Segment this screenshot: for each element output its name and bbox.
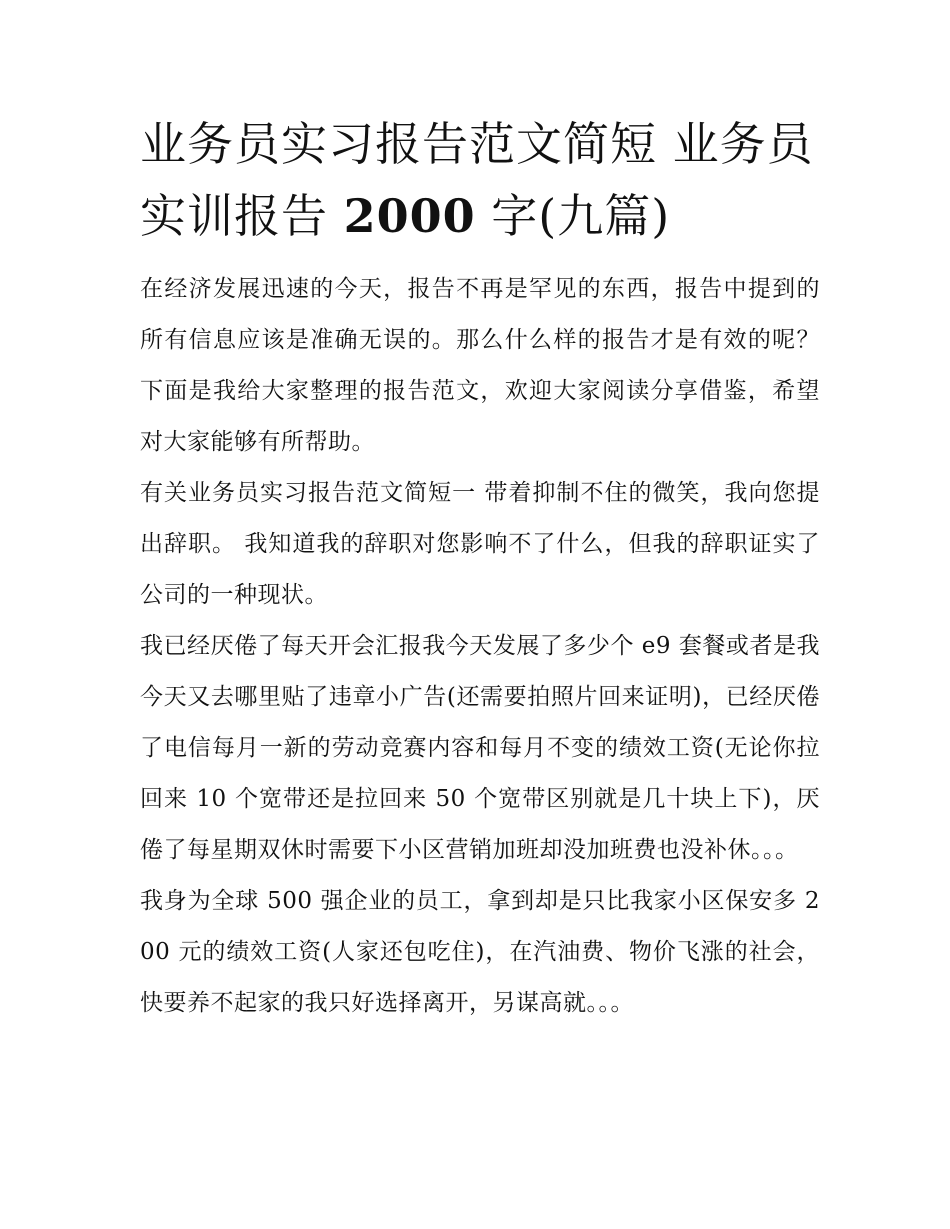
title-text-part2: 字(九篇) — [491, 189, 671, 243]
paragraph-salary: 我身为全球 500 强企业的员工，拿到却是只比我家小区保安多 200 元的绩效工资(人家还包吃住)，在汽油费、物价飞涨的社会，快要养不起家的我只好选择离开，另谋高就。。。 — [140, 888, 820, 1016]
paragraph-complaints: 我已经厌倦了每天开会汇报我今天发展了多少个 e9 套餐或者是我今天又去哪里贴了违章小广告(还需要拍照片回来证明)，已经厌倦了电信每月一新的劳动竞赛内容和每月不变的绩效工资(无论你拉回来 10 个宽带还是拉回来 50 个宽带区别就是几十块上下)，厌倦了每星期双休时需要下小区营销加班却没加班费也没补休。。。 — [140, 633, 820, 863]
document-body — [140, 108, 820, 1029]
paragraph-resignation: 有关业务员实习报告范文简短一 带着抑制不住的微笑，我向您提出辞职。 我知道我的辞职对您影响不了什么，但我的辞职证实了公司的一种现状。 — [140, 480, 820, 608]
title-number: 2000 — [343, 189, 476, 243]
document-title — [140, 108, 820, 252]
title-text-part1: 业务员实习报告范文简短 业务员实训报告 — [140, 117, 814, 243]
paragraph-intro: 在经济发展迅速的今天，报告不再是罕见的东西，报告中提到的所有信息应该是准确无误的。那么什么样的报告才是有效的呢？下面是我给大家整理的报告范文，欢迎大家阅读分享借鉴，希望对大家能够有所帮助。 — [140, 276, 820, 455]
